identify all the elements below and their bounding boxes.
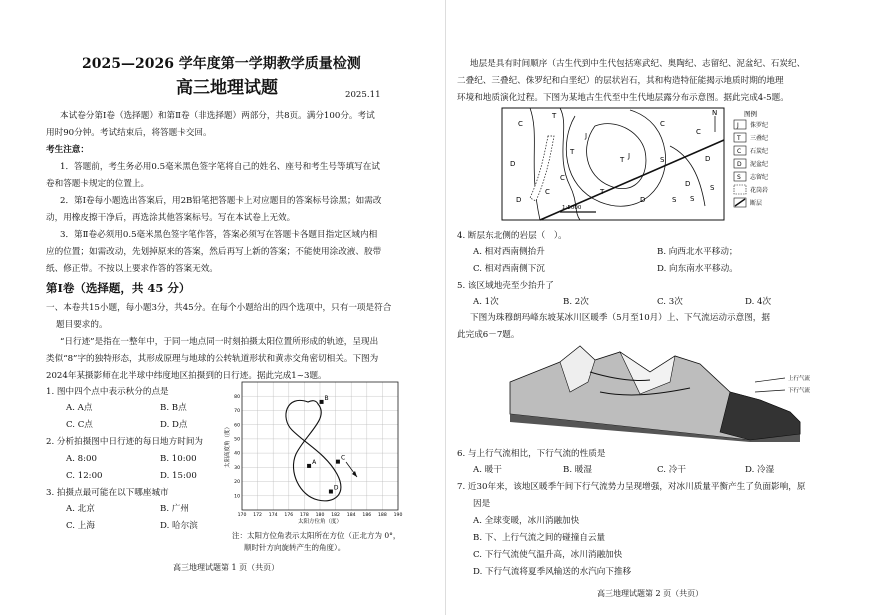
q4-option: A. 相对西南侧抬升 (473, 247, 545, 257)
up-flow-label: 上行气流 (788, 376, 811, 382)
passage-line: “日行迹”是指在一整年中，于同一地点同一时刻拍摄太阳位置所形成的轨迹，呈现出 (60, 337, 379, 347)
notice-line: 应的位置；如需改动，先划掉原来的答案，然后再写上新的答案；不能使用涂改液、胶带 (46, 247, 382, 257)
q6-option: A. 暖干 (473, 465, 502, 475)
q5-option: C. 3次 (657, 297, 683, 307)
y-tick-label: 10 (234, 494, 240, 500)
passage-line: 类似“8”字的独特形态，其形成原理与地球的公转轨道形状和黄赤交角密切相关。下图为 (46, 354, 379, 364)
q7-option: A. 全球变暖，冰川消融加快 (473, 516, 580, 526)
notice-line: 动，用橡皮擦干净后，再选涂其他答案标号。写在本试卷上无效。 (46, 213, 296, 223)
y-tick-label: 40 (234, 451, 240, 457)
zone-label: C (660, 120, 665, 128)
point-label: D (333, 484, 339, 492)
q4-option: C. 相对西南侧下沉 (473, 264, 545, 274)
y-tick-labels (234, 394, 240, 500)
zone-label: S (660, 156, 665, 164)
legend-letter: C (737, 148, 742, 155)
analemma-point-a (307, 464, 311, 468)
x-tick-label: 186 (362, 513, 372, 518)
page-right (445, 0, 870, 615)
q6-option: C. 冷干 (657, 465, 686, 475)
q6-option: D. 冷湿 (745, 465, 775, 475)
q5-option: B. 2次 (563, 297, 589, 307)
q7-option: B. 下、上行气流之间的碰撞自云量 (473, 533, 606, 543)
point-label: B (324, 394, 329, 402)
y-tick-label: 20 (234, 480, 240, 486)
figure-note: 注：太阳方位角表示太阳所在方位（正北方为 0°， (232, 531, 401, 540)
q6-option: B. 暖湿 (563, 465, 592, 475)
page-footer: 高三地理试题第 2 页（共页） (597, 589, 704, 598)
down-arrow (755, 390, 785, 392)
section-title: 第Ⅰ卷（选择题，共 45 分） (46, 281, 191, 295)
point-label: A (312, 458, 317, 466)
q4-option: B. 向西北水平移动； (657, 247, 738, 257)
zone-label: D (705, 155, 711, 163)
zone-label: C (545, 188, 550, 196)
y-tick-label: 60 (234, 423, 240, 429)
geologic-map (500, 106, 820, 224)
zone-label: D (640, 196, 646, 204)
y-tick-label: 70 (234, 409, 240, 415)
scale-label: 1:5000 (562, 205, 582, 211)
question-3: 3. 拍摄点最可能在以下哪座城市 (46, 488, 169, 498)
q1-option: A. A点 (66, 403, 93, 413)
legend-label: 泥盆纪 (750, 161, 769, 168)
notice-line: 纸、修正带。不按以上要求作答的答案无效。 (46, 264, 218, 274)
arrow-head (352, 471, 357, 477)
zone-label: T (570, 148, 575, 156)
legend-title: 图例 (744, 110, 757, 118)
page-footer: 高三地理试题第 1 页（共页） (173, 563, 280, 572)
map-legend (734, 120, 768, 207)
legend-label: 侏罗纪 (750, 122, 769, 129)
legend-letter: S (737, 174, 741, 181)
analemma-figure (222, 378, 408, 526)
q3-option: B. 广州 (160, 504, 189, 514)
legend-swatch (734, 185, 746, 194)
exam-date: 2025.11 (345, 90, 381, 100)
zone-label: S (710, 184, 715, 192)
legend-swatch (734, 120, 746, 129)
point-label: C (340, 454, 346, 462)
question-2: 2. 分析拍摄图中日行迹的每日地方时间为 (46, 437, 204, 447)
legend-letter: D (737, 161, 742, 168)
x-tick-label: 178 (300, 513, 309, 518)
notice-line: 3．第Ⅱ卷必须用0.5毫米黑色签字笔作答，答案必须写在答题卡各题目指定区域内相 (60, 230, 378, 240)
zone-label: T (600, 188, 605, 196)
question-7: 因是 (473, 499, 491, 509)
valley-front (720, 392, 800, 440)
q1-option: C. C点 (66, 420, 93, 430)
intro-line: 本试卷分第Ⅰ卷（选择题）和第Ⅱ卷（非选择题）两部分，共8页。满分100分。考试 (60, 111, 375, 121)
zone-label: C (518, 120, 523, 128)
q2-option: A. 8:00 (66, 454, 97, 464)
notice-line: 卷和答题卡规定的位置上。 (46, 179, 150, 189)
x-tick-labels (238, 512, 403, 518)
q3-option: D. 哈尔滨 (160, 521, 198, 531)
passage-line: 下图为珠穆朗玛峰东坡某冰川区暖季（5月至10月）上、下气流运动示意图，据 (470, 313, 770, 323)
north-label: N (712, 109, 718, 117)
zone-label: J (585, 132, 588, 140)
question-1: 1. 图中四个点中表示秋分的点是 (46, 387, 169, 397)
intro-line: 用时90分钟。考试结束后，将答题卡交回。 (46, 128, 212, 138)
y-tick-label: 30 (234, 465, 240, 471)
y-tick-label: 80 (234, 394, 240, 400)
legend-letter: J (737, 122, 739, 129)
section-desc: 题目要求的。 (56, 320, 108, 330)
notice-line: 1．答题前，考生务必用0.5毫米黑色签字笔将自己的姓名、座号和考生号等填写在试 (60, 162, 380, 172)
section-desc: 一、本卷共15小题，每小题3分，共45分。在每个小题给出的四个选项中，只有一项是符合 (46, 303, 392, 313)
exam-title: 2025—2026 学年度第一学期教学质量检测 (82, 56, 361, 72)
q2-option: C. 12:00 (66, 471, 103, 481)
x-tick-label: 190 (393, 513, 403, 518)
analemma-point-b (320, 400, 324, 404)
question-4: 4. 断层东北侧的岩层（ ）。 (457, 231, 567, 241)
x-axis-label: 太阳方位角（度） (297, 519, 343, 525)
x-tick-label: 180 (315, 513, 325, 518)
passage-line: 2024年某摄影师在北半球中纬度地区拍摄到的日行迹。据此完成1~3题。 (46, 371, 327, 381)
y-tick-label: 50 (234, 437, 240, 443)
q7-option: D. 下行气流将夏季风输送的水汽向下推移 (473, 567, 632, 577)
intro-line: 地层是具有时间顺序（古生代到中生代包括寒武纪、奥陶纪、志留纪、泥盆纪、石炭纪、 (470, 59, 806, 69)
x-tick-label: 170 (237, 513, 247, 518)
zone-label: T (552, 112, 557, 120)
x-tick-label: 184 (346, 513, 356, 518)
q3-option: C. 上海 (66, 521, 95, 531)
analemma-point-d (329, 490, 333, 494)
subject-title: 高三地理试题 (176, 78, 278, 98)
intro-line: 环境和地质演化过程。下图为某地古生代至中生代地层露分布示意图。据此完成4-5题。 (457, 93, 789, 103)
q3-option: A. 北京 (66, 504, 95, 514)
x-tick-label: 172 (253, 513, 262, 518)
x-tick-label: 182 (331, 513, 340, 518)
analemma-curve (286, 400, 341, 500)
q5-option: D. 4次 (745, 297, 772, 307)
x-tick-label: 188 (378, 513, 387, 518)
notice-title: 考生注意： (46, 145, 89, 155)
legend-letter: T (737, 135, 741, 142)
glacier-diagram (500, 342, 820, 442)
q4-option: D. 向东南水平移动。 (657, 264, 738, 274)
zone-label: S (690, 195, 695, 203)
down-flow-label: 下行气流 (788, 388, 811, 394)
figure-note: 顺时针方向旋转产生的角度）。 (244, 543, 346, 552)
zone-label: S (672, 196, 677, 204)
question-6: 6. 与上行气流相比，下行气流的性质是 (457, 449, 606, 459)
x-tick-label: 174 (268, 513, 278, 518)
zone-label: C (696, 128, 701, 136)
notice-line: 2．第Ⅰ卷每小题选出答案后，用2B铅笔把答题卡上对应题目的答案标号涂黑；如需改 (60, 196, 382, 206)
x-tick-label: 176 (284, 513, 294, 518)
zone-label: D (685, 180, 691, 188)
q2-option: B. 10:00 (160, 454, 197, 464)
zone-label: J (628, 152, 631, 160)
up-arrow (755, 378, 785, 382)
legend-label: 花岗岩 (750, 187, 769, 194)
question-7: 7. 近30年来，该地区暖季午间下行气流势力呈现增强，对冰川质量平衡产生了负面影响，原 (457, 482, 806, 492)
analemma-point-c (336, 460, 340, 464)
q5-option: A. 1次 (473, 297, 499, 307)
zone-label: D (516, 196, 522, 204)
legend-label: 三叠纪 (750, 135, 769, 142)
q1-option: D. D点 (160, 420, 188, 430)
legend-label: 志留纪 (750, 174, 769, 181)
legend-label: 石炭纪 (750, 148, 769, 155)
question-5: 5. 该区域地壳至少抬升了 (457, 281, 554, 291)
q1-option: B. B点 (160, 403, 187, 413)
zone-label: D (510, 160, 516, 168)
passage-line: 此完成6－7题。 (457, 330, 520, 340)
zone-label: C (560, 174, 565, 182)
q2-option: D. 15:00 (160, 471, 197, 481)
zone-label: T (620, 156, 625, 164)
q7-option: C. 下行气流使气温升高，冰川消融加快 (473, 550, 623, 560)
legend-label: 断层 (750, 200, 763, 207)
intro-line: 二叠纪、三叠纪、侏罗纪和白垩纪）的层状岩石，其和构造特征能揭示地质时期的地理 (457, 76, 784, 86)
y-axis-label: 太阳高度角（度） (225, 423, 231, 469)
